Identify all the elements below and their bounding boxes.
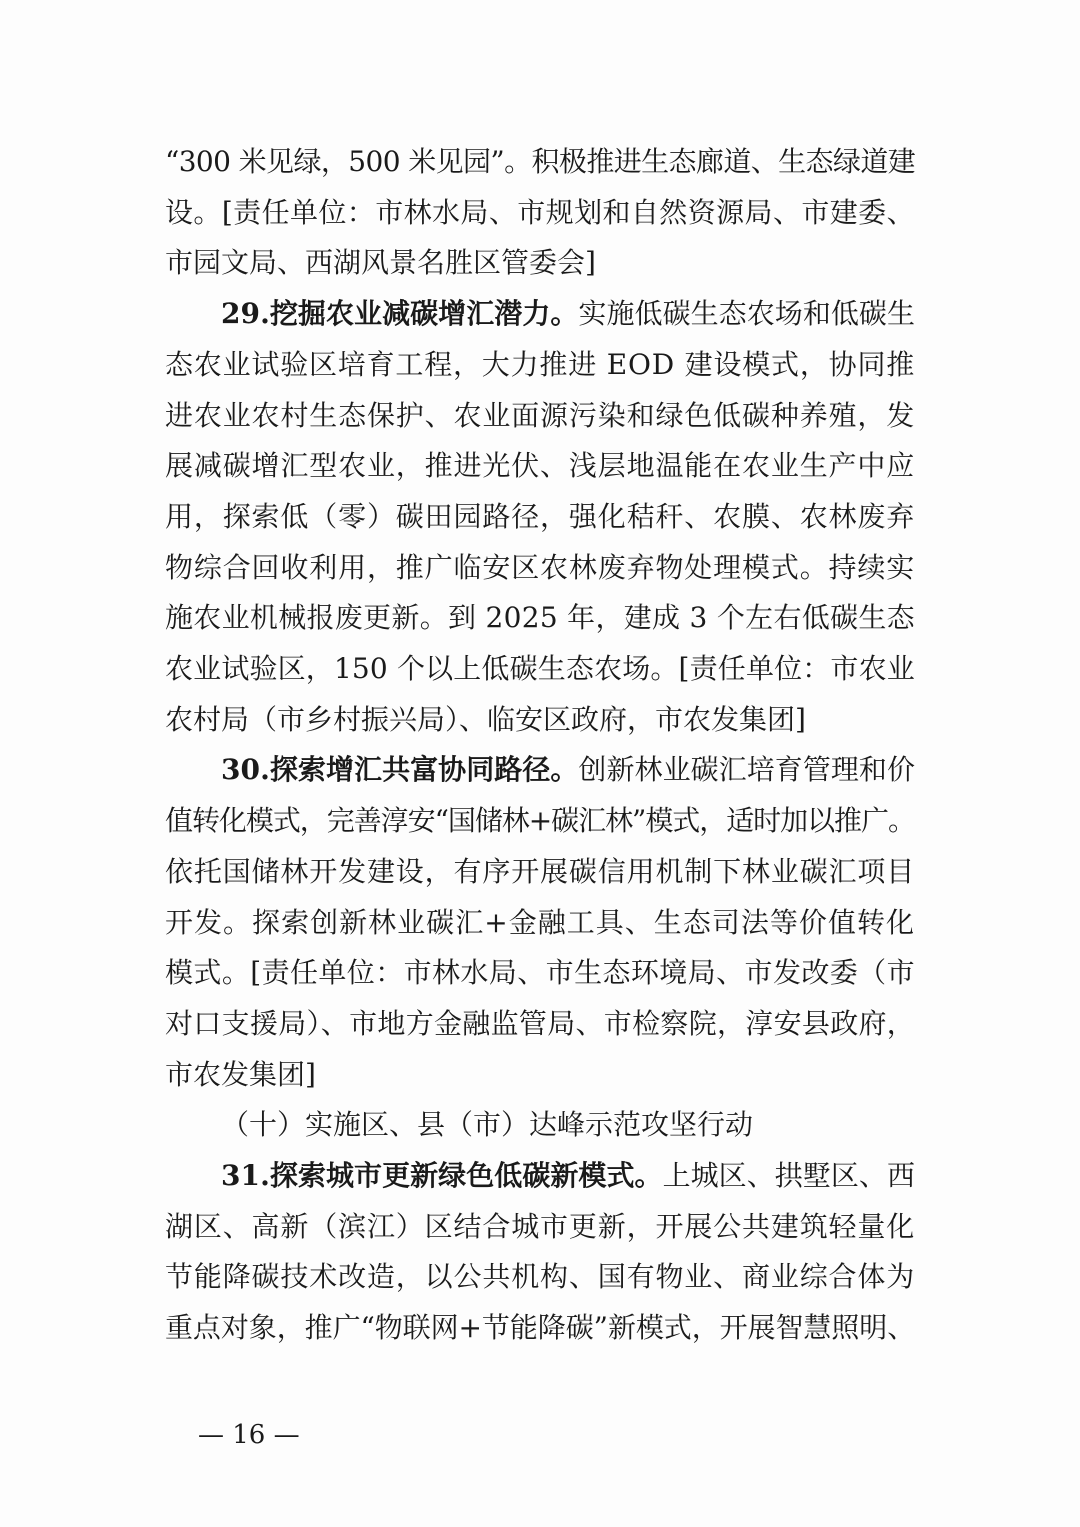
text-line (165, 1202, 915, 1252)
line-text: 实施低碳生态农场和低碳生 (578, 297, 916, 331)
line-text: 农业试验区，150 个以上低碳生态农场。[责任单位：市农业 (165, 652, 915, 685)
text-line (165, 644, 915, 694)
line-text: 依托国储林开发建设，有序开展碳信用机制下林业碳汇项目 (165, 854, 916, 888)
line-text: 创新林业碳汇培育管理和价 (578, 753, 916, 787)
line-text: “300 米见绿，500 米见园”。积极推进生态廊道、生态绿道建 (165, 145, 916, 178)
text-line (165, 593, 915, 643)
line-text: （十）实施区、县（市）达峰示范攻坚行动 (221, 1108, 754, 1142)
item-heading: 30.探索增汇共富协同路径。 (221, 753, 579, 787)
text-line (165, 441, 915, 491)
text-line (221, 289, 915, 339)
text-line (165, 999, 915, 1049)
text-line (165, 340, 915, 390)
text-line (221, 1151, 915, 1201)
text-line (165, 1252, 915, 1302)
line-text: 农村局（市乡村振兴局）、临安区政府，市农发集团] (165, 702, 806, 736)
line-text: 对口支援局）、市地方金融监管局、市检察院，淳安县政府， (165, 1006, 916, 1040)
text-line (165, 898, 915, 948)
line-text: 施农业机械报废更新。到 2025 年，建成 3 个左右低碳生态 (165, 601, 915, 635)
line-text: 市园文局、西湖风景名胜区管委会] (165, 246, 596, 280)
text-line (221, 1100, 915, 1150)
text-line (221, 745, 915, 795)
text-line (165, 137, 915, 187)
text-line (165, 948, 915, 998)
text-line (165, 238, 915, 288)
line-text: 节能降碳技术改造，以公共机构、国有物业、商业综合体为 (165, 1260, 916, 1294)
text-line (165, 188, 915, 238)
line-text: 进农业农村生态保护、农业面源污染和绿色低碳种养殖，发 (165, 398, 916, 432)
line-text: 展减碳增汇型农业，推进光伏、浅层地温能在农业生产中应 (165, 449, 916, 483)
text-line (165, 492, 915, 542)
line-text: 市农发集团] (165, 1057, 316, 1091)
text-line (165, 1303, 915, 1353)
text-line (165, 796, 915, 846)
line-text: 上城区、拱墅区、西 (662, 1159, 916, 1192)
line-text: 态农业试验区培育工程，大力推进 EOD 建设模式，协同推 (165, 347, 916, 381)
line-text: 设。[责任单位：市林水局、市规划和自然资源局、市建委、 (165, 195, 915, 229)
line-text: 开发。探索创新林业碳汇+金融工具、生态司法等价值转化 (165, 905, 915, 939)
text-line (165, 1050, 915, 1100)
page-number: — 16 — (198, 1420, 300, 1450)
text-line (165, 543, 915, 593)
line-text: 模式。[责任单位：市林水局、市生态环境局、市发改委（市 (165, 956, 915, 990)
text-line (165, 391, 915, 441)
line-text: 物综合回收利用，推广临安区农林废弃物处理模式。持续实 (165, 550, 916, 584)
line-text: 湖区、高新（滨江）区结合城市更新，开展公共建筑轻量化 (165, 1209, 916, 1243)
item-heading: 29.挖掘农业减碳增汇潜力。 (221, 297, 579, 331)
text-line (165, 695, 915, 745)
text-line (165, 847, 915, 897)
line-text: 用，探索低（零）碳田园路径，强化秸秆、农膜、农林废弃 (165, 499, 916, 533)
line-text: 重点对象，推广“物联网+节能降碳”新模式，开展智慧照明、 (165, 1311, 916, 1345)
line-text: 值转化模式，完善淳安“国储林+碳汇林”模式，适时加以推广。 (165, 804, 915, 838)
item-heading: 31.探索城市更新绿色低碳新模式。 (221, 1159, 663, 1192)
